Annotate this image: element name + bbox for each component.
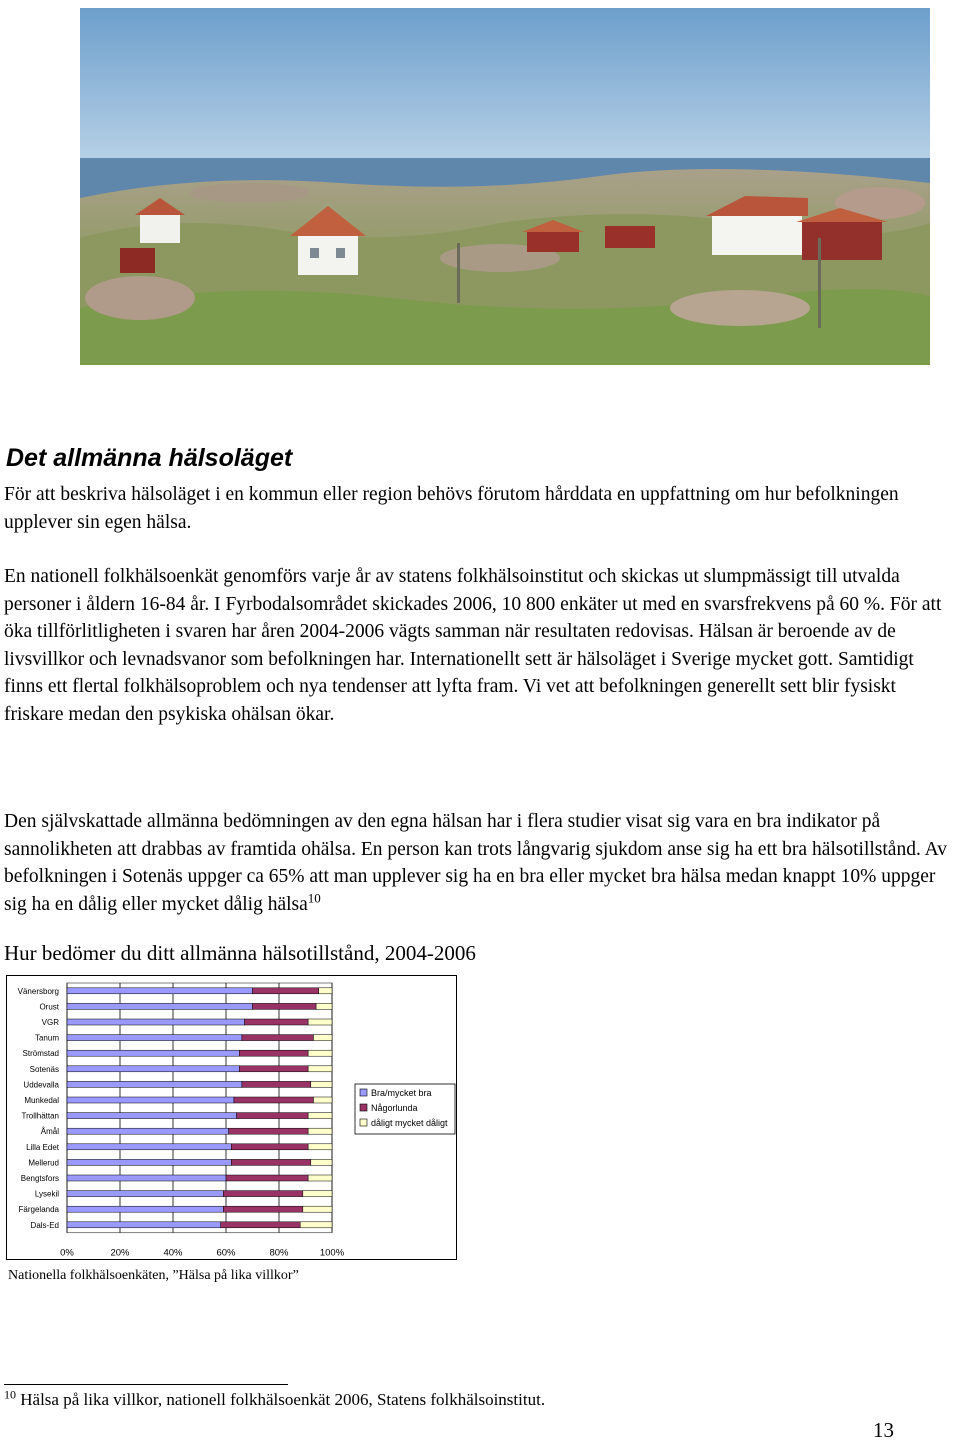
footnote-number: 10 [4, 1387, 16, 1402]
legend-swatch [360, 1119, 367, 1126]
bar-segment [300, 1222, 332, 1228]
bar-segment [239, 1066, 308, 1072]
legend-label: dåligt mycket dåligt [371, 1118, 448, 1128]
bar-segment [313, 1097, 332, 1103]
bar-segment [303, 1206, 332, 1212]
bar-segment [231, 1144, 308, 1150]
legend-swatch [360, 1089, 367, 1096]
bar-segment [308, 1128, 332, 1134]
bar-segment [239, 1050, 308, 1056]
bar-segment [223, 1206, 303, 1212]
bar-segment [221, 1222, 301, 1228]
bar-segment [67, 1066, 239, 1072]
bar-segment [313, 1035, 332, 1041]
bar-segment [308, 1113, 332, 1119]
bar-segment [67, 1144, 231, 1150]
category-label: Bengtsfors [20, 1174, 59, 1183]
bar-segment [237, 1113, 309, 1119]
health-chart [6, 975, 457, 1260]
paragraph-self-rated-health-text: Den självskattade allmänna bedömningen av den egna hälsan har i flera studier visat sig vara en bra indikator på sannolikheten att drabbas av framtida ohälsa. En person kan trots långvarig sjukdom anse sig ha ett bra hälsotillstånd. Av befolkningen i Sotenäs uppger ca 65% att man upplever sig ha en bra eller mycket bra hälsa medan knappt 10% uppger sig ha en dålig eller mycket dålig hälsa [4, 811, 947, 915]
category-label: VGR [41, 1018, 59, 1027]
bar-segment [253, 988, 319, 994]
bar-segment [67, 988, 253, 994]
bar-segment [308, 1050, 332, 1056]
landscape-photo [80, 8, 930, 365]
bar-segment [242, 1035, 314, 1041]
chart-canvas [7, 976, 458, 1261]
bar-segment [67, 1175, 226, 1181]
bar-segment [67, 1050, 239, 1056]
category-label: Mellerud [28, 1158, 59, 1168]
bar-segment [311, 1081, 332, 1087]
legend-label: Någorlunda [371, 1103, 418, 1113]
category-label: Trollhättan [21, 1111, 59, 1121]
category-label: Strömstad [22, 1049, 59, 1059]
category-label: Sotenäs [29, 1064, 59, 1074]
bar-segment [231, 1159, 310, 1165]
bar-segment [234, 1097, 314, 1103]
bar-segment [311, 1159, 332, 1165]
category-label: Orust [39, 1002, 59, 1012]
category-label: Lilla Edet [26, 1142, 59, 1152]
bar-segment [226, 1175, 308, 1181]
bar-segment [229, 1128, 309, 1134]
bar-segment [245, 1019, 309, 1025]
bar-segment [67, 1206, 223, 1212]
landscape-illustration [80, 8, 930, 365]
bar-segment [303, 1191, 332, 1197]
bar-segment [67, 1035, 242, 1041]
bar-segment [67, 1081, 242, 1087]
x-tick-label: 80% [269, 1247, 289, 1259]
footnote-text: Hälsa på lika villkor, nationell folkhälsoenkät 2006, Statens folkhälsoinstitut. [20, 1390, 546, 1409]
chart-source: Nationella folkhälsoenkäten, ”Hälsa på lika villkor” [8, 1268, 299, 1283]
section-heading: Det allmänna hälsoläget [6, 444, 293, 472]
x-tick-label: 20% [110, 1247, 130, 1259]
page-number: 13 [873, 1418, 894, 1442]
bar-segment [308, 1144, 332, 1150]
category-label: Åmål [40, 1127, 59, 1137]
legend-label: Bra/mycket bra [371, 1088, 432, 1098]
bar-segment [67, 1019, 245, 1025]
bar-segment [253, 1003, 317, 1009]
bar-segment [67, 1191, 223, 1197]
paragraph-intro: För att beskriva hälsoläget i en kommun eller region behövs förutom hårddata en uppfattning om hur befolkningen upplever sin egen hälsa. [4, 484, 899, 533]
x-tick-label: 0% [60, 1247, 74, 1259]
bar-segment [308, 1066, 332, 1072]
bar-segment [242, 1081, 311, 1087]
x-tick-label: 60% [216, 1247, 236, 1259]
paragraph-self-rated-health [4, 808, 954, 918]
category-label: Färgelanda [18, 1205, 59, 1215]
bar-segment [308, 1019, 332, 1025]
footnote [4, 1387, 546, 1410]
category-label: Lysekil [34, 1189, 59, 1199]
bar-segment [67, 1097, 234, 1103]
x-tick-label: 40% [163, 1247, 183, 1259]
chart-heading: Hur bedömer du ditt allmänna hälsotillstånd, 2004-2006 [4, 941, 476, 965]
bar-segment [67, 1003, 253, 1009]
paragraph-survey: En nationell folkhälsoenkät genomförs varje år av statens folkhälsoinstitut och skickas ut slumpmässigt till utvalda personer i åldern 16-84 år. I Fyrbodalsområdet skickades 2006, 10 800 enkäter ut med en svarsfrekvens på 60 %. För att öka tillförlitligheten i svaren har åren 2004-2006 vägts samman när resultaten redovisas. Hälsan är beroende av de livsvillkor och levnadsvanor som befolkningen har. Internationellt sett är hälsoläget i Sverige mycket gott. Samtidigt finns ett flertal folkhälsoproblem och nya tendenser att lyfta fram. Vi vet att befolkningen generellt sett blir fysiskt friskare medan den psykiska ohälsan ökar. [4, 566, 942, 725]
bar-segment [308, 1175, 332, 1181]
category-label: Tanum [34, 1033, 59, 1043]
legend-swatch [360, 1104, 367, 1111]
bar-segment [67, 1222, 221, 1228]
bar-segment [67, 1159, 231, 1165]
category-label: Vänersborg [17, 986, 59, 996]
bar-segment [316, 1003, 332, 1009]
category-label: Dals-Ed [30, 1220, 59, 1230]
bar-segment [67, 1128, 229, 1134]
footnote-reference: 10 [307, 890, 321, 905]
category-label: Munkedal [24, 1096, 59, 1105]
bar-segment [223, 1191, 303, 1197]
x-tick-label: 100% [319, 1247, 345, 1259]
footnote-divider [4, 1384, 288, 1385]
category-label: Uddevalla [23, 1080, 59, 1090]
bar-segment [319, 988, 332, 994]
bar-segment [67, 1113, 237, 1119]
